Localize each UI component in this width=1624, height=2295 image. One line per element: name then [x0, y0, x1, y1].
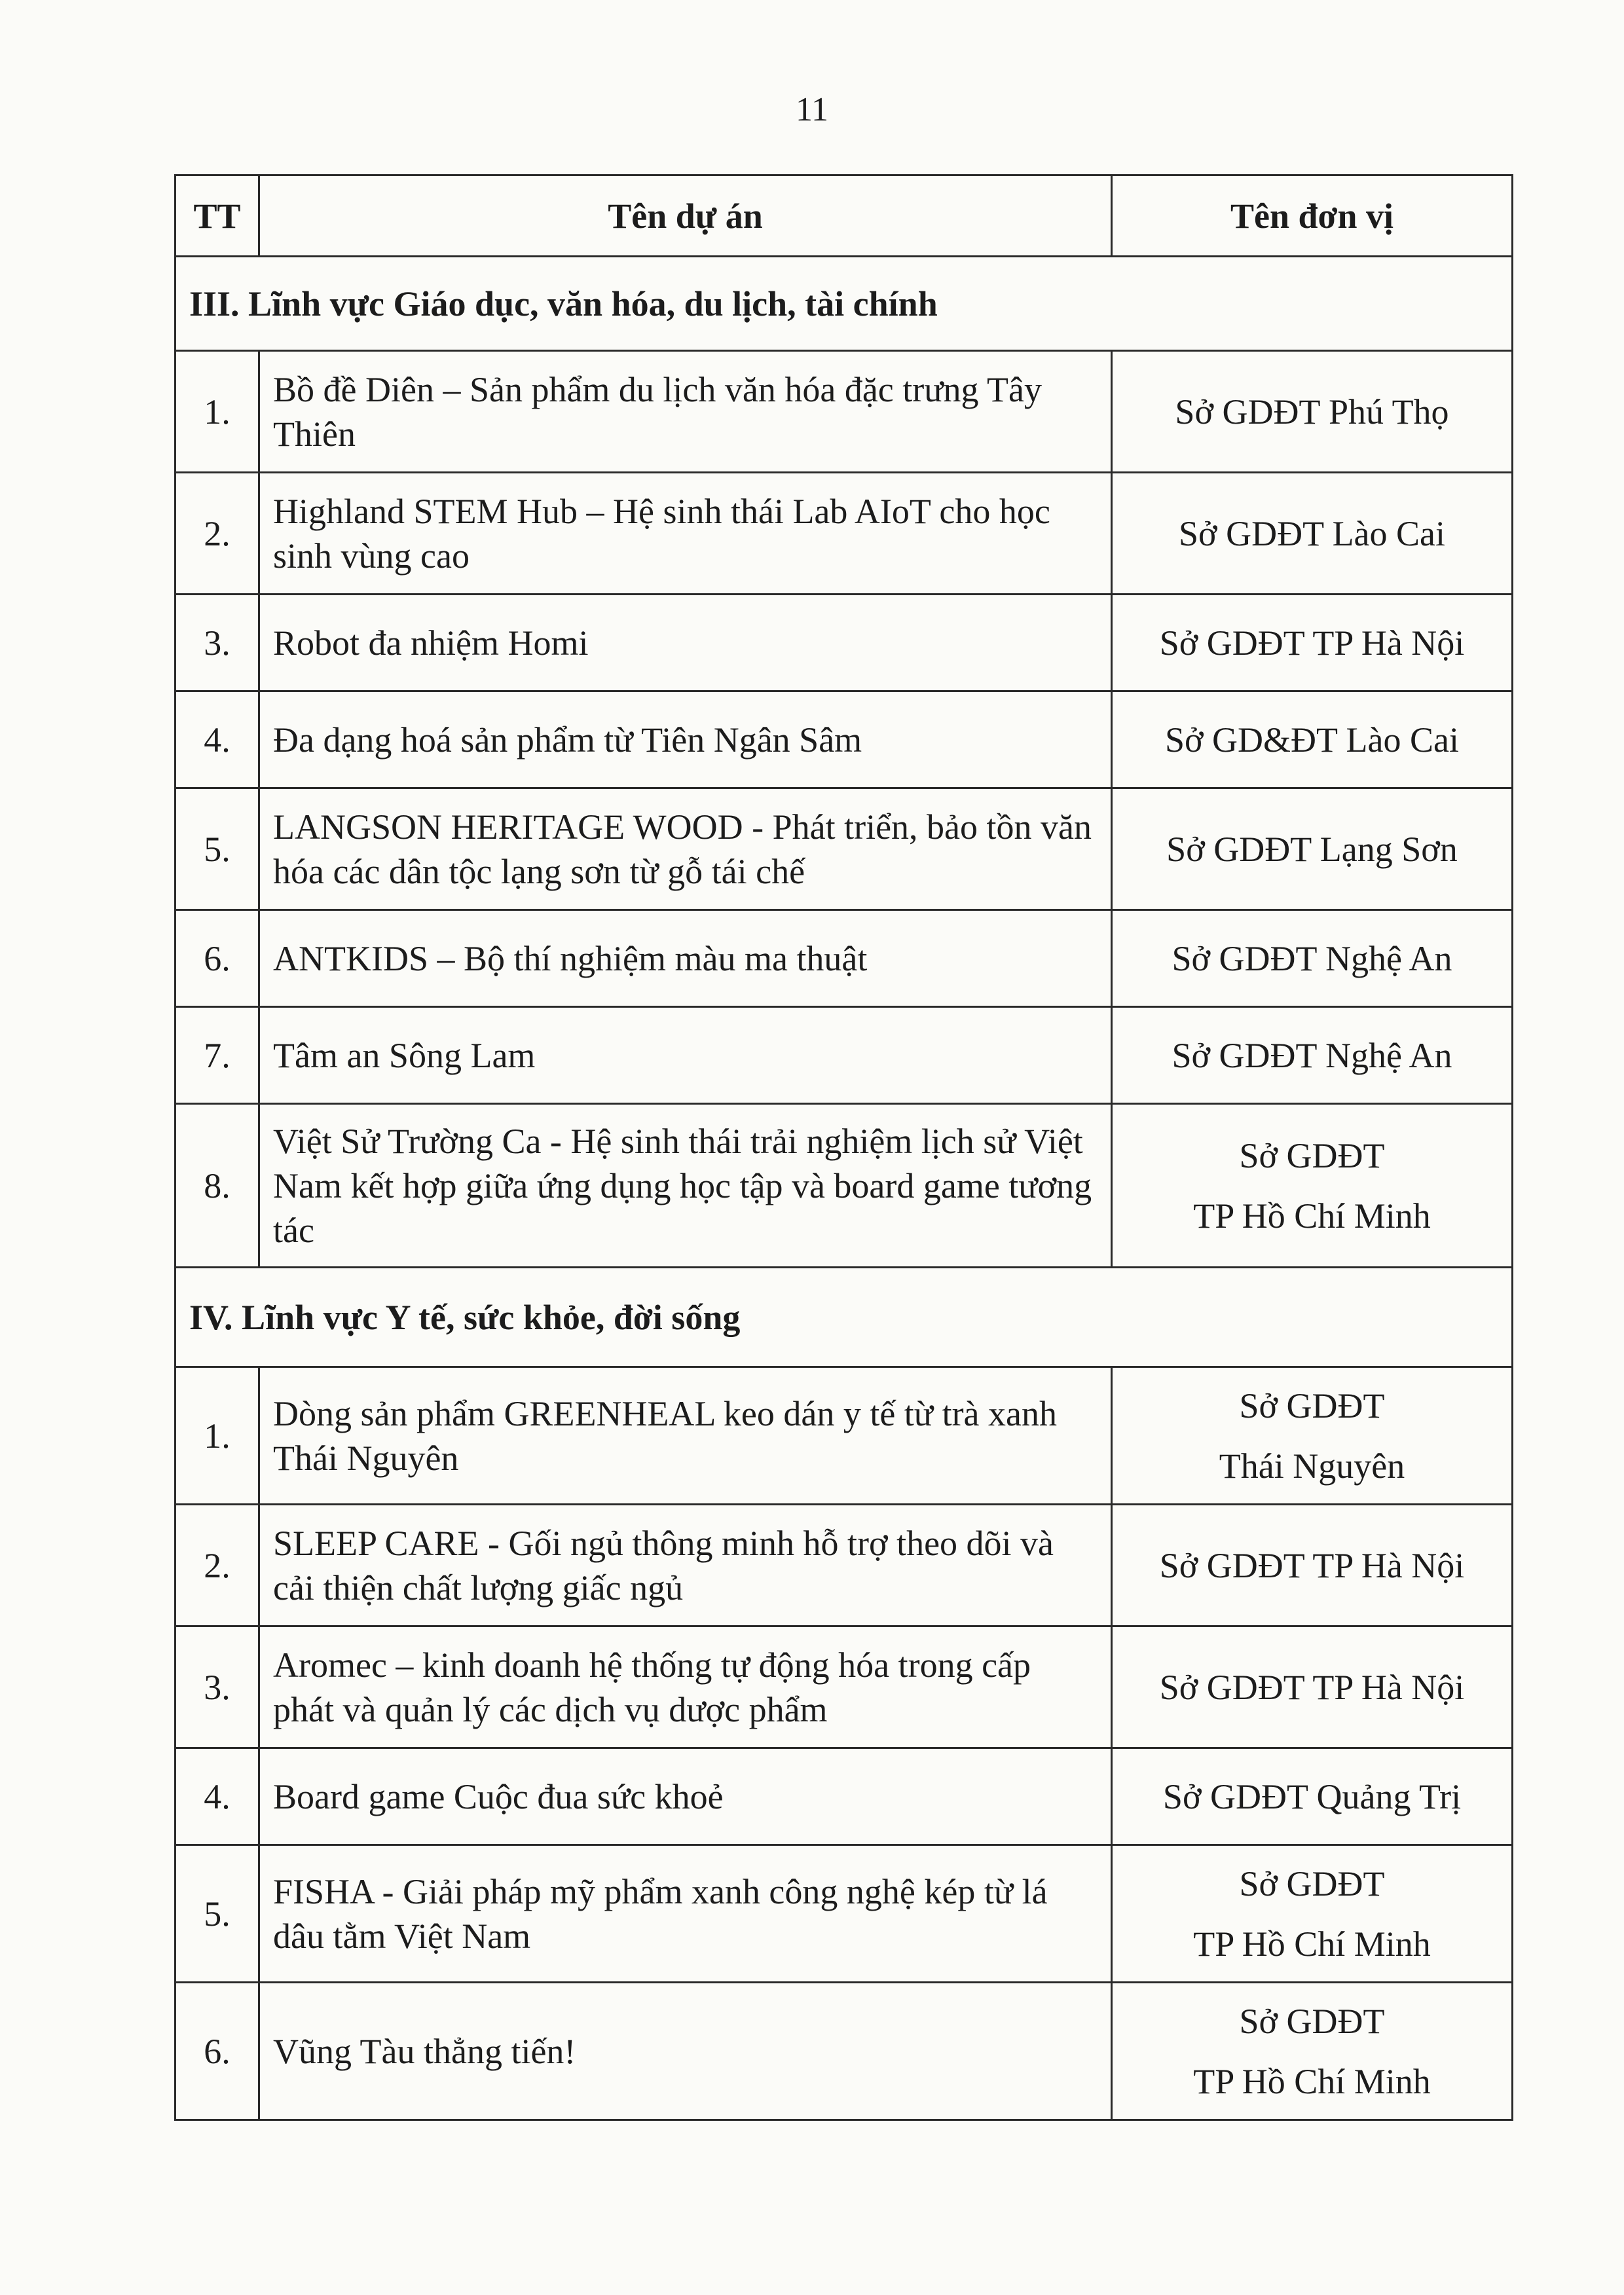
unit-name: Sở GDĐT Nghệ An: [1112, 910, 1513, 1007]
project-name: Tâm an Sông Lam: [259, 1007, 1112, 1104]
unit-name: Sở GDĐT TP Hà Nội: [1112, 1626, 1513, 1748]
row-number: 1.: [175, 1367, 259, 1505]
row-number: 6.: [175, 910, 259, 1007]
row-number: 3.: [175, 1626, 259, 1748]
row-number: 2.: [175, 473, 259, 595]
table-row: [175, 1983, 1513, 2120]
project-name: ANTKIDS – Bộ thí nghiệm màu ma thuật: [259, 910, 1112, 1007]
table-row: [175, 1007, 1513, 1104]
unit-name: Sở GDĐT TP Hồ Chí Minh: [1112, 1983, 1513, 2120]
table-row: [175, 351, 1513, 473]
project-name: Đa dạng hoá sản phẩm từ Tiên Ngân Sâm: [259, 691, 1112, 788]
section-title: IV. Lĩnh vực Y tế, sức khỏe, đời sống: [175, 1268, 1513, 1367]
page-number: 11: [795, 91, 829, 128]
header-unit-name: Tên đơn vị: [1112, 175, 1513, 257]
unit-name: Sở GDĐT Lào Cai: [1112, 473, 1513, 595]
project-name: Aromec – kinh doanh hệ thống tự động hóa trong cấp phát và quản lý các dịch vụ dược phẩm: [259, 1626, 1112, 1748]
project-table: [174, 174, 1513, 2121]
unit-name: Sở GDĐT Lạng Sơn: [1112, 788, 1513, 910]
table-row: [175, 1845, 1513, 1983]
row-number: 1.: [175, 351, 259, 473]
table-row: [175, 691, 1513, 788]
table-row: [175, 1626, 1513, 1748]
unit-name: Sở GD&ĐT Lào Cai: [1112, 691, 1513, 788]
project-name: Dòng sản phẩm GREENHEAL keo dán y tế từ trà xanh Thái Nguyên: [259, 1367, 1112, 1505]
project-name: Highland STEM Hub – Hệ sinh thái Lab AIoT cho học sinh vùng cao: [259, 473, 1112, 595]
row-number: 4.: [175, 1748, 259, 1845]
project-name: Vũng Tàu thẳng tiến!: [259, 1983, 1112, 2120]
table-row: [175, 1505, 1513, 1626]
header-project-name: Tên dự án: [259, 175, 1112, 257]
unit-name: Sở GDĐT Thái Nguyên: [1112, 1367, 1513, 1505]
table-header-row: [175, 175, 1513, 257]
section-row: [175, 257, 1513, 351]
project-name: FISHA - Giải pháp mỹ phẩm xanh công nghệ kép từ lá dâu tằm Việt Nam: [259, 1845, 1112, 1983]
row-number: 5.: [175, 1845, 259, 1983]
unit-name: Sở GDĐT TP Hà Nội: [1112, 595, 1513, 691]
table-row: [175, 788, 1513, 910]
unit-name: Sở GDĐT Quảng Trị: [1112, 1748, 1513, 1845]
unit-name: Sở GDĐT TP Hà Nội: [1112, 1505, 1513, 1626]
project-name: Bồ đề Diên – Sản phẩm du lịch văn hóa đặc trưng Tây Thiên: [259, 351, 1112, 473]
project-name: Board game Cuộc đua sức khoẻ: [259, 1748, 1112, 1845]
row-number: 3.: [175, 595, 259, 691]
unit-name: Sở GDĐT Nghệ An: [1112, 1007, 1513, 1104]
unit-name: Sở GDĐT Phú Thọ: [1112, 351, 1513, 473]
project-name: Robot đa nhiệm Homi: [259, 595, 1112, 691]
header-tt: TT: [175, 175, 259, 257]
row-number: 2.: [175, 1505, 259, 1626]
section-row: [175, 1268, 1513, 1367]
row-number: 8.: [175, 1104, 259, 1268]
project-name: LANGSON HERITAGE WOOD - Phát triển, bảo tồn văn hóa các dân tộc lạng sơn từ gỗ tái chế: [259, 788, 1112, 910]
row-number: 6.: [175, 1983, 259, 2120]
section-title: III. Lĩnh vực Giáo dục, văn hóa, du lịch, tài chính: [175, 257, 1513, 351]
row-number: 5.: [175, 788, 259, 910]
row-number: 4.: [175, 691, 259, 788]
table-row: [175, 1367, 1513, 1505]
row-number: 7.: [175, 1007, 259, 1104]
project-name: SLEEP CARE - Gối ngủ thông minh hỗ trợ theo dõi và cải thiện chất lượng giấc ngủ: [259, 1505, 1112, 1626]
table-row: [175, 910, 1513, 1007]
table-row: [175, 1748, 1513, 1845]
table-row: [175, 473, 1513, 595]
table-row: [175, 1104, 1513, 1268]
table-row: [175, 595, 1513, 691]
unit-name: Sở GDĐT TP Hồ Chí Minh: [1112, 1104, 1513, 1268]
project-name: Việt Sử Trường Ca - Hệ sinh thái trải nghiệm lịch sử Việt Nam kết hợp giữa ứng dụng học tập và board game tương tác: [259, 1104, 1112, 1268]
unit-name: Sở GDĐT TP Hồ Chí Minh: [1112, 1845, 1513, 1983]
